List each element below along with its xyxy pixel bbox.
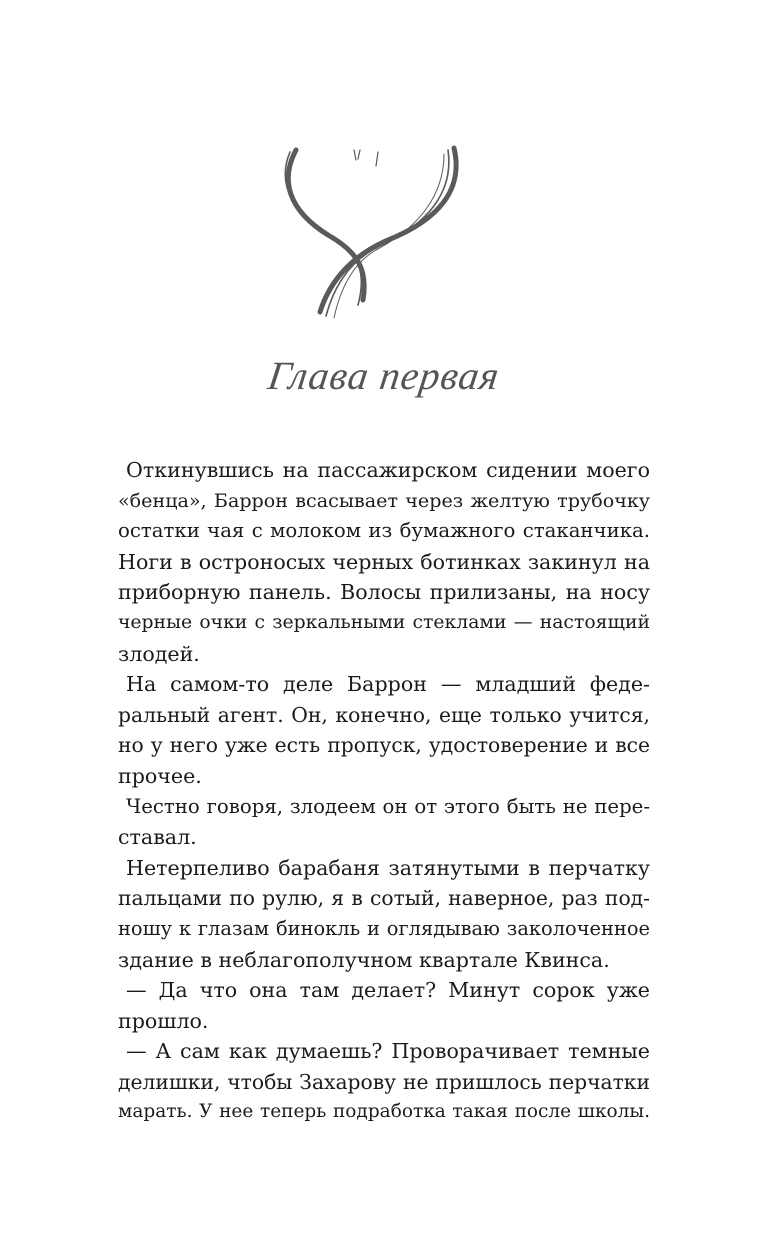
text-line: злодей. <box>118 641 200 666</box>
body-text <box>118 455 650 1128</box>
text-line: ношу к глазам бинокль и оглядываю заколоченное <box>118 916 650 940</box>
paragraph <box>118 455 650 669</box>
text-line: ральный агент. Он, конечно, еще только учится, <box>118 702 650 727</box>
paragraph <box>118 669 650 791</box>
text-line: — Да что она там делает? Минут сорок уже <box>126 978 650 1003</box>
text-line: здание в неблагополучном квартале Квинса. <box>118 947 610 972</box>
paragraph <box>118 975 650 1036</box>
text-line: делишки, чтобы Захарову не пришлось перчатки <box>118 1069 650 1094</box>
text-line: «бенца», Баррон всасывает через желтую трубочку <box>118 488 650 512</box>
text-line: марать. У нее теперь подработка такая после школы. <box>118 1101 650 1123</box>
text-line: На самом-то деле Баррон — младший феде- <box>126 672 650 697</box>
chapter-title: Глава первая <box>265 353 503 398</box>
text-line: Честно говоря, злодеем он от этого быть не пере- <box>126 794 650 818</box>
text-line: прочее. <box>118 763 202 788</box>
text-line: черные очки с зеркальными стеклами — настоящий <box>118 611 650 633</box>
paragraph <box>118 1036 650 1128</box>
text-line: Нетерпеливо барабаня затянутыми в перчатку <box>126 855 650 880</box>
text-line: прошло. <box>118 1008 209 1033</box>
text-line: остатки чая с молоком из бумажного стаканчика. <box>118 519 650 543</box>
text-line: приборную панель. Волосы прилизаны, на носу <box>118 580 650 605</box>
text-line: Ноги в остроносых черных ботинках закинул на <box>118 549 650 574</box>
text-line: но у него уже есть пропуск, удостоверение и все <box>118 733 650 758</box>
text-line: — А сам как думаешь? Проворачивает темные <box>126 1039 650 1064</box>
paragraph <box>118 853 650 975</box>
text-line: пальцами по рулю, я в сотый, наверное, раз под- <box>118 886 650 911</box>
chapter-ornament <box>268 140 468 340</box>
text-line: Откинувшись на пассажирском сидении моего <box>126 458 650 482</box>
text-line: ставал. <box>118 825 197 850</box>
paragraph <box>118 792 650 853</box>
